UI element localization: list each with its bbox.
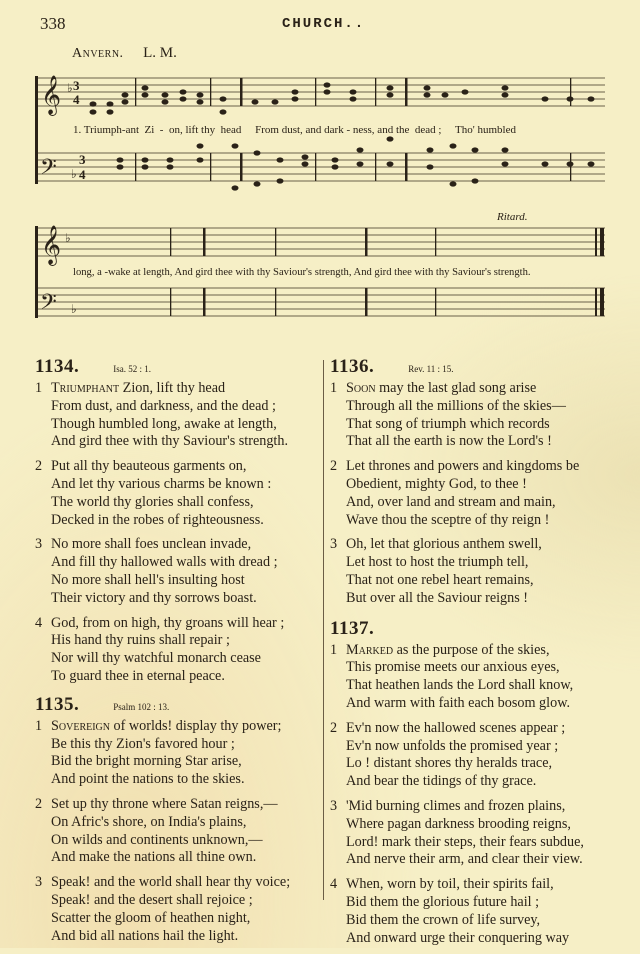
stanza-number: 2 xyxy=(330,719,338,736)
verse-line: Obedient, mighty God, to thee ! xyxy=(346,475,527,492)
verse-line: And let thy various charms be known : xyxy=(51,475,272,492)
hymn-1137 xyxy=(330,618,620,948)
verse-line: Wave thou the sceptre of thy reign ! xyxy=(346,511,550,528)
svg-text:♭: ♭ xyxy=(67,81,73,95)
verse-line: No more shall hell's insulting host xyxy=(51,571,245,588)
verse-line: God, from on high, thy groans will hear ; xyxy=(51,614,285,631)
stanza-number: 2 xyxy=(35,795,43,812)
stanza-number: 1 xyxy=(35,717,43,734)
running-head: CHURCH.. xyxy=(282,16,366,32)
verse-line: 'Mid burning climes and frozen plains, xyxy=(346,797,566,814)
stanza xyxy=(330,380,620,451)
verse-line: To guard thee in eternal peace. xyxy=(51,667,225,684)
verse-line: Where pagan darkness brooding reigns, xyxy=(346,815,571,832)
svg-text:♭: ♭ xyxy=(71,302,77,316)
scripture-reference: Psalm 102 : 13. xyxy=(113,701,170,712)
scripture-reference: Isa. 52 : 1. xyxy=(113,364,151,374)
stanza xyxy=(35,380,325,451)
verse-line: Bid them the crown of life survey, xyxy=(346,911,541,928)
page-number: 338 xyxy=(40,14,66,33)
verse-line: Bid them the glorious future hail ; xyxy=(346,893,540,910)
svg-text:𝄢: 𝄢 xyxy=(40,155,57,185)
first-word: Marked xyxy=(346,641,394,658)
stanza xyxy=(330,536,620,607)
verse-line: His hand thy ruins shall repair ; xyxy=(51,632,230,649)
verse-line: And bear the tidings of thy grace. xyxy=(346,773,537,790)
verse-line: And point the nations to the skies. xyxy=(51,771,245,788)
stanza xyxy=(35,874,325,945)
stanza-number: 4 xyxy=(330,876,338,893)
verse-line: Lo ! distant shores thy heralds trace, xyxy=(346,755,553,772)
verse-line: This promise meets our anxious eyes, xyxy=(346,659,560,676)
verse-line: That heathen lands the Lord shall know, xyxy=(346,677,574,694)
verse-line: And onward urge their conquering way xyxy=(346,929,570,946)
hymn-number: 1136. xyxy=(330,356,375,377)
verse-line: Through all the millions of the skies— xyxy=(346,397,566,414)
tune-lyrics-line-2: long, a -wake at length, And gird thee with thy Saviour's strength, And gird thee with thy Saviour's strength. xyxy=(73,267,531,278)
stanza-number: 3 xyxy=(35,536,43,553)
verse-line: may the last glad song arise xyxy=(375,380,537,396)
first-word: Triumphant xyxy=(51,380,120,396)
verse-line: Set up thy throne where Satan reigns,— xyxy=(51,795,278,812)
hymn-number: 1137. xyxy=(330,617,375,639)
hymn-1135 xyxy=(35,694,325,946)
stanza xyxy=(330,798,620,869)
tune-title xyxy=(72,45,177,62)
verse-line: Be this thy Zion's favored hour ; xyxy=(51,735,235,752)
verse-line: Ev'n now unfolds the promised year ; xyxy=(346,737,559,754)
svg-text:𝄞: 𝄞 xyxy=(41,225,62,265)
svg-text:♭: ♭ xyxy=(71,167,77,181)
svg-text:𝄢: 𝄢 xyxy=(40,290,57,320)
svg-text:4: 4 xyxy=(73,92,80,107)
verse-line: And gird thee with thy Saviour's strength. xyxy=(51,433,289,450)
svg-text:𝄞: 𝄞 xyxy=(41,75,62,115)
scripture-reference: Rev. 11 : 15. xyxy=(408,364,454,374)
ritard-marking: Ritard. xyxy=(497,211,528,223)
verse-line: as the purpose of the skies, xyxy=(393,641,550,658)
hymn-number: 1135. xyxy=(35,693,80,715)
svg-text:4: 4 xyxy=(79,167,86,182)
verse-line: Let host to host the triumph tell, xyxy=(346,554,529,571)
verse-line: And nerve their arm, and clear their view. xyxy=(346,851,583,868)
verse-line: Put all thy beauteous garments on, xyxy=(51,458,247,475)
hymn-number: 1134. xyxy=(35,356,80,377)
stanza-number: 2 xyxy=(330,458,338,475)
stanza xyxy=(35,458,325,529)
tune-name: Anvern. xyxy=(72,46,124,61)
verse-line: Speak! and the desert shall rejoice ; xyxy=(51,891,253,908)
verse-line: And make the nations all thine own. xyxy=(51,849,257,866)
verse-line: Speak! and the world shall hear thy voice; xyxy=(51,874,291,891)
verse-line: On wilds and continents unknown,— xyxy=(51,831,263,848)
verse-line: Their victory and thy sorrows boast. xyxy=(51,589,257,606)
verse-line: Let thrones and powers and kingdoms be xyxy=(346,458,580,475)
verse-line: Bid the bright morning Star arise, xyxy=(51,753,242,770)
verse-line: From dust, and darkness, and the dead ; xyxy=(51,397,276,414)
verse-line: The world thy glories shall confess, xyxy=(51,493,254,510)
first-word: Soon xyxy=(346,380,376,396)
verse-line: Ev'n now the hallowed scenes appear ; xyxy=(346,719,566,736)
hymn-1134 xyxy=(35,356,325,686)
verse-line: Nor will thy watchful monarch cease xyxy=(51,650,261,667)
right-column xyxy=(330,356,620,954)
stanza xyxy=(330,876,620,947)
verse-line: Oh, let that glorious anthem swell, xyxy=(346,536,542,553)
verse-line: Decked in the robes of righteousness. xyxy=(51,511,264,528)
tune-lyrics-line-1: 1. Triumph-ant Zi - on, lift thy head From dust, and dark - ness, and the dead ; Tho' humbled xyxy=(73,124,516,136)
hymn-1136 xyxy=(330,356,620,608)
svg-text:3: 3 xyxy=(79,152,86,167)
stanza-number: 3 xyxy=(35,874,43,891)
verse-line: Scatter the gloom of heathen night, xyxy=(51,909,251,926)
verse-line: That all the earth is now the Lord's ! xyxy=(346,433,552,450)
svg-text:3: 3 xyxy=(73,78,80,93)
stanza-number: 2 xyxy=(35,458,43,475)
stanza xyxy=(330,458,620,529)
stanza xyxy=(35,536,325,607)
stanza xyxy=(35,796,325,867)
verse-line: Lord! mark their steps, their fears subdue, xyxy=(346,833,584,850)
stanza xyxy=(35,718,325,789)
verse-line: That not one rebel heart remains, xyxy=(346,571,534,588)
verse-line: Zion, lift thy head xyxy=(119,380,226,396)
tune-meter: L. M. xyxy=(143,45,177,61)
verse-line: On Afric's shore, on India's plains, xyxy=(51,813,247,830)
stanza-number: 1 xyxy=(330,380,338,396)
verse-line: But over all the Saviour reigns ! xyxy=(346,589,529,606)
verse-line: And warm with faith each bosom glow. xyxy=(346,694,571,711)
stanza-number: 1 xyxy=(35,380,43,396)
stanza-number: 3 xyxy=(330,536,338,553)
stanza xyxy=(330,642,620,713)
first-word: Sovereign xyxy=(51,717,110,734)
verse-line: No more shall foes unclean invade, xyxy=(51,536,252,553)
verse-line: That song of triumph which records xyxy=(346,415,550,432)
verse-line: And, over land and stream and main, xyxy=(346,493,556,510)
verse-line: When, worn by toil, their spirits fail, xyxy=(346,876,554,893)
stanza xyxy=(330,720,620,791)
svg-text:♭: ♭ xyxy=(65,231,71,245)
left-column xyxy=(35,356,325,952)
stanza-number: 1 xyxy=(330,641,338,658)
verse-line: And fill thy hallowed walls with dread ; xyxy=(51,554,278,571)
stanza-number: 3 xyxy=(330,797,338,814)
verse-line: of worlds! display thy power; xyxy=(110,717,282,734)
stanza xyxy=(35,615,325,686)
stanza-number: 4 xyxy=(35,614,43,631)
verse-line: And bid all nations hail the light. xyxy=(51,927,239,944)
verse-line: Though humbled long, awake at length, xyxy=(51,415,277,432)
